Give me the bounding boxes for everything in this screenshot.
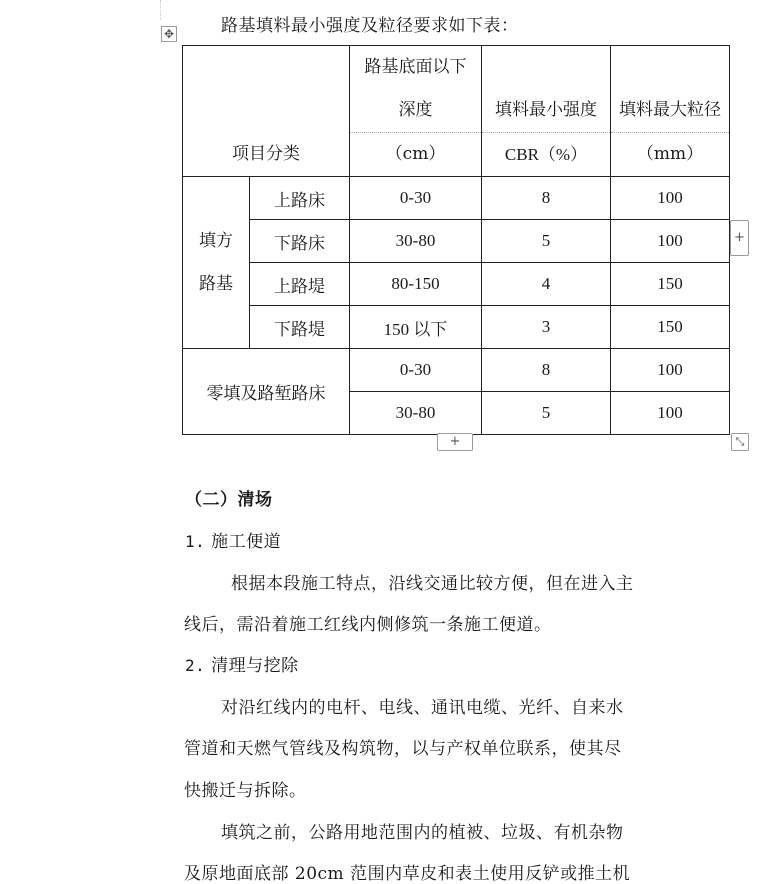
item2-number: 2. [185,656,206,675]
item1-paragraph-line2: 线后，需沿着施工红线内侧修筑一条施工便道。 [184,615,552,635]
row-depth-cell[interactable]: 0-30 [350,349,482,392]
row-depth-cell[interactable]: 80-150 [350,263,482,306]
header-depth-unit: （cm） [350,132,481,176]
add-column-button[interactable]: + [730,220,749,256]
item2-paragraph1-line1: 对沿红线内的电杆、电线、通讯电缆、光纤、自来水 [221,698,624,718]
row-size-cell[interactable]: 100 [611,392,730,435]
row-cbr-cell[interactable]: 3 [482,306,611,349]
table-row [183,263,730,306]
item2-paragraph2-line1: 填筑之前，公路用地范围内的植被、垃圾、有机杂物 [221,823,624,843]
header-depth-cell[interactable] [350,46,482,177]
row-cbr-cell[interactable]: 5 [482,220,611,263]
row-depth-cell[interactable]: 0-30 [350,177,482,220]
header-strength-cell[interactable] [482,46,611,177]
section-heading: （二）清场 [185,490,273,510]
header-depth-line2: 深度 [398,100,433,120]
header-strength-unit: CBR（%） [482,132,610,176]
cut-group-cell[interactable]: 零填及路堑路床 [183,349,350,435]
row-name-cell[interactable]: 下路床 [250,220,350,263]
item1-heading [185,527,281,552]
table-row [183,220,730,263]
page-margin-marker [160,0,162,20]
fill-group-line2: 路基 [199,273,233,294]
item1-number: 1. [185,532,206,551]
item1-title: 施工便道 [211,532,282,552]
row-size-cell[interactable]: 100 [611,177,730,220]
row-name-cell[interactable]: 上路床 [250,177,350,220]
table-header-row [183,46,730,177]
header-category-cell[interactable] [183,46,350,177]
header-strength: 填料最小强度 [495,100,597,120]
table-resize-icon[interactable]: ⤡ [731,433,749,451]
header-depth-line1: 路基底面以下 [364,57,467,77]
row-size-cell[interactable]: 150 [611,306,730,349]
item2-paragraph1-line3: 快搬迁与拆除。 [184,781,307,801]
row-depth-cell[interactable]: 30-80 [350,220,482,263]
header-category: 项目分类 [232,144,300,164]
table-row [183,306,730,349]
row-depth-cell[interactable]: 150 以下 [350,306,482,349]
item2-paragraph1-line2: 管道和天燃气管线及构筑物，以与产权单位联系，使其尽 [184,739,622,759]
row-name-cell[interactable]: 上路堤 [250,263,350,306]
item1-paragraph-line1: 根据本段施工特点，沿线交通比较方便，但在进入主 [231,574,634,594]
table-move-handle-icon[interactable]: ✥ [161,26,177,42]
table-row [183,177,730,220]
fill-group-cell[interactable] [183,177,250,349]
item2-paragraph2-line2: 及原地面底部 20cm 范围内草皮和表土使用反铲或推土机 [184,864,631,884]
row-cbr-cell[interactable]: 8 [482,177,611,220]
table-row [183,349,730,392]
row-depth-cell[interactable]: 30-80 [350,392,482,435]
row-size-cell[interactable]: 100 [611,349,730,392]
row-cbr-cell[interactable]: 5 [482,392,611,435]
intro-text: 路基填料最小强度及粒径要求如下表： [221,16,519,36]
header-size: 填料最大粒径 [619,100,721,120]
fill-requirements-table [182,45,730,435]
item2-title: 清理与挖除 [211,656,299,676]
row-name-cell[interactable]: 下路堤 [250,306,350,349]
row-size-cell[interactable]: 100 [611,220,730,263]
row-size-cell[interactable]: 150 [611,263,730,306]
header-size-unit: （mm） [611,132,729,176]
fill-group-line1: 填方 [199,230,233,251]
header-size-cell[interactable] [611,46,730,177]
add-row-button[interactable]: + [437,433,473,451]
row-cbr-cell[interactable]: 8 [482,349,611,392]
item2-heading [185,651,299,676]
row-cbr-cell[interactable]: 4 [482,263,611,306]
